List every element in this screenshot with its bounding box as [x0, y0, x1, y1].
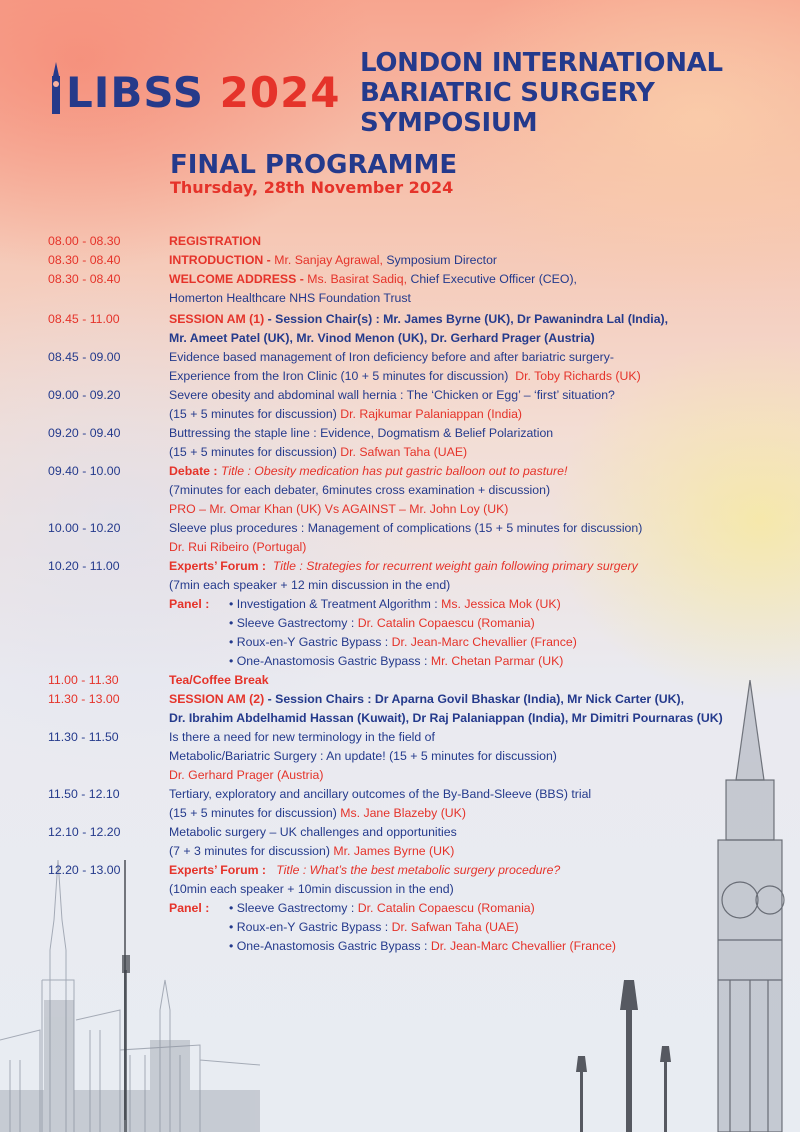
- schedule-row: [0, 690, 800, 728]
- text-label: Chief Executive Officer (CEO),: [410, 272, 577, 286]
- logo-wordmark: [66, 68, 341, 117]
- list-item: [229, 652, 577, 671]
- schedule-row: [0, 386, 800, 424]
- text-label: Experts’ Forum :: [169, 863, 267, 877]
- list-item: [229, 633, 577, 652]
- panel: [169, 899, 800, 956]
- programme-date: Thursday, 28th November 2024: [170, 178, 454, 197]
- time-slot: 12.20 - 13.00: [48, 863, 121, 877]
- text-label: LONDON INTERNATIONAL: [360, 48, 723, 78]
- speaker-name: Dr. Toby Richards (UK): [515, 369, 641, 383]
- text-label: Investigation & Treatment Algorithm :: [236, 597, 438, 611]
- text-label: Experts’ Forum :: [169, 559, 267, 573]
- text-label: SESSION AM (1): [169, 312, 265, 326]
- text-label: BARIATRIC SURGERY SYMPOSIUM: [360, 78, 655, 138]
- schedule-row: [0, 861, 800, 956]
- programme-schedule: [0, 232, 800, 956]
- schedule-row: [0, 424, 800, 462]
- list-item: [229, 899, 616, 918]
- libss-logo: [48, 50, 341, 117]
- text-label: (15 + 5 minutes for discussion): [169, 445, 337, 459]
- speaker-name: Dr. Safwan Taha (UAE): [340, 445, 468, 459]
- text-label: Mr. Chetan Parmar (UK): [430, 654, 564, 668]
- time-slot: 10.00 - 10.20: [48, 521, 121, 535]
- text-label: Title : Obesity medication has put gastric balloon out to pasture!: [220, 464, 568, 478]
- text-label: Severe obesity and abdominal wall hernia : The ‘Chicken or Egg’ – ‘first’ situation?: [169, 388, 615, 402]
- schedule-row: [0, 251, 800, 270]
- time-slot: 10.20 - 11.00: [48, 559, 120, 573]
- text-label: Mr. Ameet Patel (UK), Mr. Vinod Menon (UK), Dr. Gerhard Prager (Austria): [169, 331, 595, 345]
- schedule-row: [0, 557, 800, 671]
- text-label: Dr. Jean-Marc Chevallier (France): [391, 635, 577, 649]
- clock-tower-icon: [48, 62, 64, 114]
- text-label: Metabolic surgery – UK challenges and opportunities: [169, 825, 457, 839]
- speaker-name: Ms. Basirat Sadiq,: [307, 272, 408, 286]
- time-slot: 08.45 - 11.00: [48, 312, 120, 326]
- text-label: Metabolic/Bariatric Surgery : An update! (15 + 5 minutes for discussion): [169, 749, 557, 763]
- text-label: Title : Strategies for recurrent weight gain following primary surgery: [272, 559, 638, 573]
- speaker-name: Dr. Rajkumar Palaniappan (India): [340, 407, 523, 421]
- list-item: [229, 595, 577, 614]
- time-slot: 08.45 - 09.00: [48, 350, 121, 364]
- text-label: (10min each speaker + 10min discussion in the end): [169, 882, 454, 896]
- text-label: Homerton Healthcare NHS Foundation Trust: [169, 291, 411, 305]
- text-label: Dr. Ibrahim Abdelhamid Hassan (Kuwait), Dr Raj Palaniappan (India), Mr Dimitri Pournaras (UK): [169, 711, 723, 725]
- time-slot: 08.00 - 08.30: [48, 234, 121, 248]
- speaker-name: Mr. James Byrne (UK): [333, 844, 455, 858]
- text-label: INTRODUCTION -: [169, 253, 271, 267]
- speaker-name: Mr. Sanjay Agrawal,: [274, 253, 383, 267]
- time-slot: 11.00 - 11.30: [48, 673, 119, 687]
- text-label: SESSION AM (2): [169, 692, 265, 706]
- text-label: Roux-en-Y Gastric Bypass :: [236, 920, 389, 934]
- schedule-row: [0, 462, 800, 519]
- text-label: Tertiary, exploratory and ancillary outcomes of the By-Band-Sleeve (BBS) trial: [169, 787, 592, 801]
- text-label: 2024: [219, 68, 341, 117]
- speaker-name: Ms. Jane Blazeby (UK): [340, 806, 466, 820]
- speaker-name: Dr. Rui Ribeiro (Portugal): [169, 540, 307, 554]
- text-label: Roux-en-Y Gastric Bypass :: [236, 635, 389, 649]
- text-label: Dr. Catalin Copaescu (Romania): [357, 616, 535, 630]
- time-slot: 11.30 - 13.00: [48, 692, 120, 706]
- text-label: LIBSS: [66, 68, 205, 117]
- text-label: Is there a need for new terminology in the field of: [169, 730, 435, 744]
- time-slot: 09.00 - 09.20: [48, 388, 121, 402]
- text-label: - Session Chair(s) : Mr. James Byrne (UK), Dr Pawanindra Lal (India),: [264, 312, 669, 326]
- text-label: Sleeve Gastrectomy :: [236, 901, 355, 915]
- text-label: Dr. Safwan Taha (UAE): [391, 920, 519, 934]
- text-label: Tea/Coffee Break: [169, 673, 269, 687]
- text-label: Ms. Jessica Mok (UK): [441, 597, 561, 611]
- text-label: Debate :: [169, 464, 218, 478]
- text-label: Dr. Catalin Copaescu (Romania): [357, 901, 535, 915]
- schedule-row: [0, 519, 800, 557]
- time-slot: 09.40 - 10.00: [48, 464, 121, 478]
- text-label: (7 + 3 minutes for discussion): [169, 844, 330, 858]
- panel: [169, 595, 800, 671]
- text-label: (7min each speaker + 12 min discussion in the end): [169, 578, 451, 592]
- text-label: Panel :: [169, 597, 210, 611]
- text-label: WELCOME ADDRESS -: [169, 272, 304, 286]
- text-label: (7minutes for each debater, 6minutes cross examination + discussion): [169, 483, 551, 497]
- text-label: Evidence based management of Iron deficiency before and after bariatric surgery-: [169, 350, 614, 364]
- schedule-row: [0, 671, 800, 690]
- time-slot: 08.30 - 08.40: [48, 253, 121, 267]
- text-label: One-Anastomosis Gastric Bypass :: [236, 654, 428, 668]
- list-item: [229, 937, 616, 956]
- text-label: Experience from the Iron Clinic (10 + 5 minutes for discussion): [169, 369, 509, 383]
- list-item: [229, 614, 577, 633]
- text-label: PRO – Mr. Omar Khan (UK) Vs AGAINST – Mr. John Loy (UK): [169, 502, 509, 516]
- schedule-row: [0, 823, 800, 861]
- programme-title: FINAL PROGRAMME: [170, 150, 458, 180]
- text-label: Dr. Jean-Marc Chevallier (France): [430, 939, 617, 953]
- text-label: Buttressing the staple line : Evidence, Dogmatism & Belief Polarization: [169, 426, 554, 440]
- text-label: Sleeve Gastrectomy :: [236, 616, 355, 630]
- text-label: (15 + 5 minutes for discussion): [169, 407, 337, 421]
- text-label: Symposium Director: [386, 253, 498, 267]
- schedule-row: [0, 270, 800, 308]
- text-label: Panel :: [169, 901, 210, 915]
- text-label: Sleeve plus procedures : Management of complications (15 + 5 minutes for discussion): [169, 521, 643, 535]
- time-slot: 09.20 - 09.40: [48, 426, 121, 440]
- time-slot: 11.30 - 11.50: [48, 730, 119, 744]
- text-label: REGISTRATION: [169, 234, 261, 248]
- speaker-name: Dr. Gerhard Prager (Austria): [169, 768, 324, 782]
- symposium-title: [360, 48, 800, 138]
- schedule-row: [0, 310, 800, 348]
- text-label: (15 + 5 minutes for discussion): [169, 806, 337, 820]
- time-slot: 08.30 - 08.40: [48, 272, 121, 286]
- schedule-row: [0, 232, 800, 251]
- text-label: One-Anastomosis Gastric Bypass :: [236, 939, 428, 953]
- text-label: - Session Chairs : Dr Aparna Govil Bhaskar (India), Mr Nick Carter (UK),: [264, 692, 684, 706]
- list-item: [229, 918, 616, 937]
- time-slot: 11.50 - 12.10: [48, 787, 120, 801]
- schedule-row: [0, 785, 800, 823]
- text-label: Title : What’s the best metabolic surgery procedure?: [276, 863, 561, 877]
- schedule-row: [0, 728, 800, 785]
- time-slot: 12.10 - 12.20: [48, 825, 121, 839]
- schedule-row: [0, 348, 800, 386]
